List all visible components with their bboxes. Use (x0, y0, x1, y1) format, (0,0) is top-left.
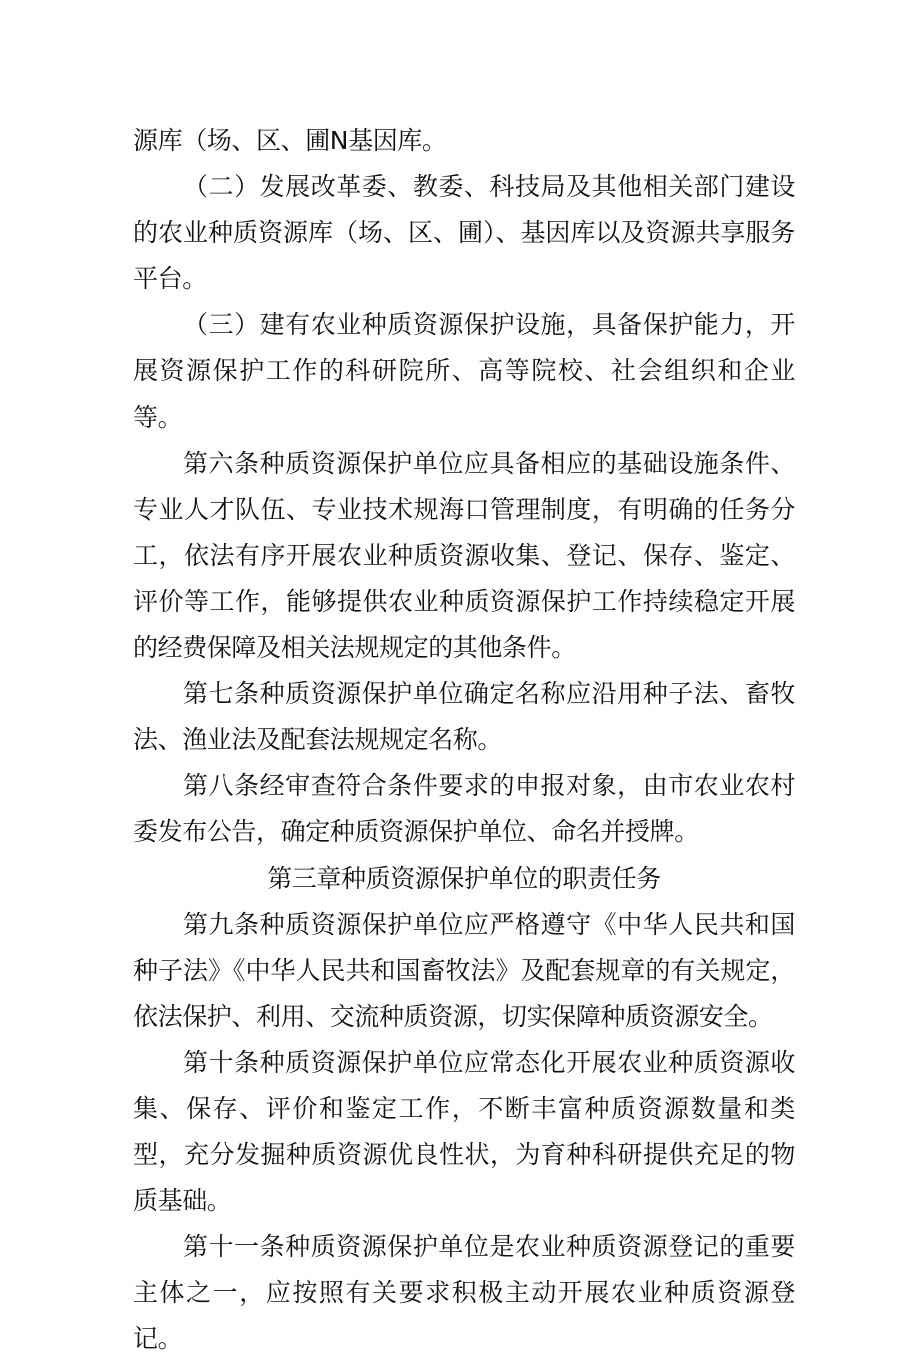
paragraph-article-11: 第十一条种质资源保护单位是农业种质资源登记的重要主体之一，应按照有关要求积极主动开展农业种质资源登记。 (133, 1232, 795, 1354)
paragraph-article-7: 第七条种质资源保护单位确定名称应沿用种子法、畜牧法、渔业法及配套法规规定名称。 (133, 679, 795, 755)
document-body (133, 118, 795, 1363)
paragraph-article-9: 第九条种质资源保护单位应严格遵守《中华人民共和国种子法》《中华人民共和国畜牧法》及配套规章的有关规定，依法保护、利用、交流种质资源，切实保障种质资源安全。 (133, 909, 795, 1031)
paragraph-continuation: 源库（场、区、圃N基因库。 (133, 126, 447, 155)
paragraph-item-2: （二）发展改革委、教委、科技局及其他相关部门建设的农业种质资源库（场、区、圃）、基因库以及资源共享服务平台。 (133, 172, 795, 294)
chapter-heading: 第三章种质资源保护单位的职责任务 (267, 863, 661, 893)
paragraph-item-3: （三）建有农业种质资源保护设施，具备保护能力，开展资源保护工作的科研院所、高等院校、社会组织和企业等。 (133, 310, 795, 432)
paragraph-article-10: 第十条种质资源保护单位应常态化开展农业种质资源收集、保存、评价和鉴定工作，不断丰富种质资源数量和类型，充分发掘种质资源优良性状，为育种科研提供充足的物质基础。 (133, 1047, 795, 1216)
paragraph-article-6: 第六条种质资源保护单位应具备相应的基础设施条件、专业人才队伍、专业技术规海口管理制度，有明确的任务分工，依法有序开展农业种质资源收集、登记、保存、鉴定、评价等工作，能够提供农业种质资源保护工作持续稳定开展的经费保障及相关法规规定的其他条件。 (133, 448, 795, 663)
paragraph-article-8: 第八条经审查符合条件要求的申报对象，由市农业农村委发布公告，确定种质资源保护单位、命名并授牌。 (133, 771, 795, 847)
